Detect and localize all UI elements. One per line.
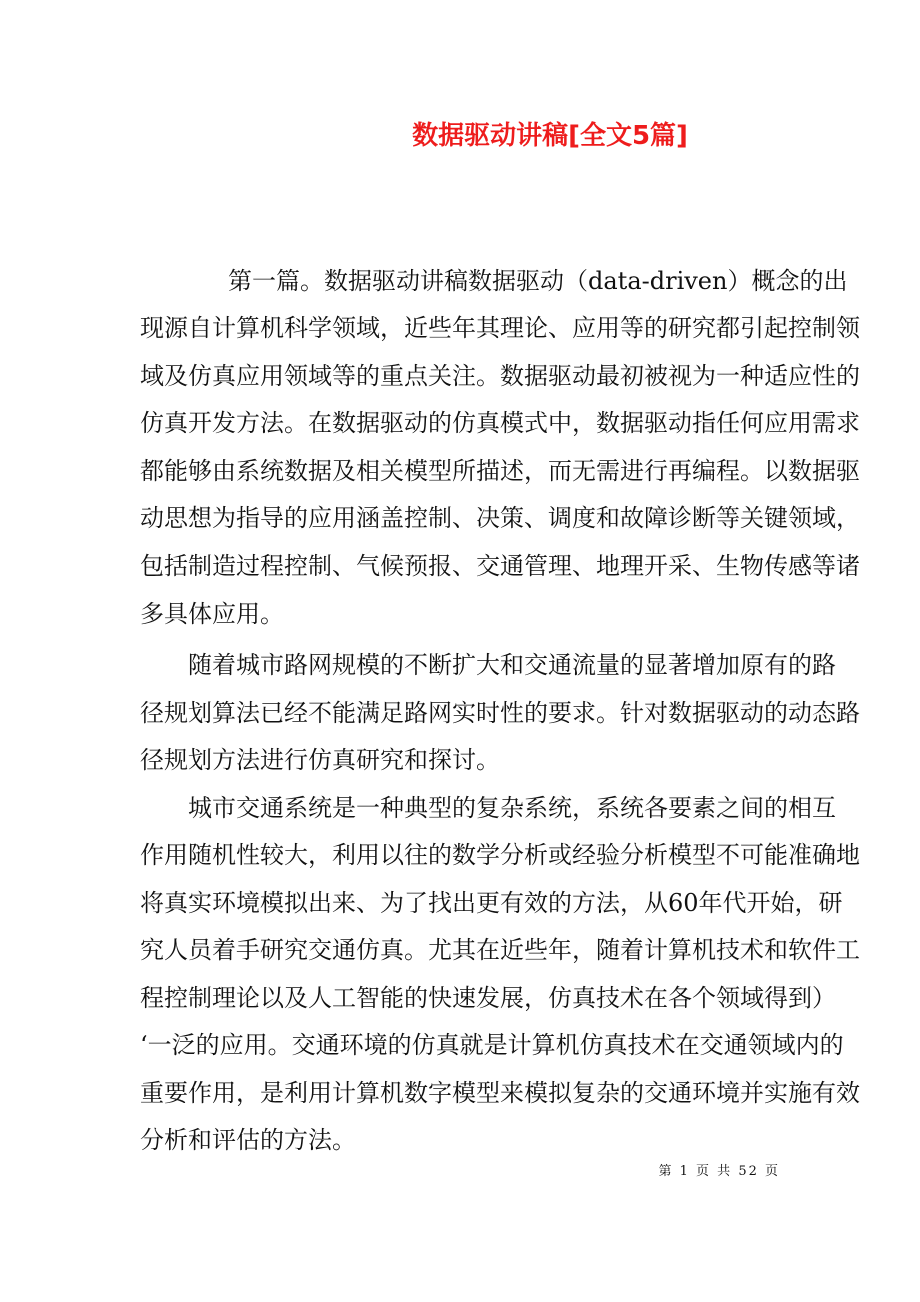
text-line: 城市交通系统是一种典型的复杂系统，系统各要素之间的相互 [188, 794, 836, 822]
text-line: 随着城市路网规模的不断扩大和交通流量的显著增加原有的路 [188, 651, 836, 679]
page-number-footer: 第 1 页 共 52 页 [658, 1164, 780, 1179]
text-line: 作用随机性较大，利用以往的数学分析或经验分析模型不可能准确地 [140, 841, 860, 869]
text-line: 多具体应用。 [140, 600, 284, 628]
text-line: 都能够由系统数据及相关模型所描述，而无需进行再编程。以数据驱 [140, 457, 860, 485]
text-line: 动思想为指导的应用涵盖控制、决策、调度和故障诊断等关键领域， [140, 504, 860, 532]
text-line: 域及仿真应用领域等的重点关注。数据驱动最初被视为一种适应性的 [140, 362, 860, 390]
text-line: 径规划算法已经不能满足路网实时性的要求。针对数据驱动的动态路 [140, 699, 860, 727]
text-line: 径规划方法进行仿真研究和探讨。 [140, 746, 500, 774]
text-line: 将真实环境模拟出来、为了找出更有效的方法，从60年代开始，研 [140, 889, 843, 917]
text-line: 程控制理论以及人工智能的快速发展，仿真技术在各个领域得到） [140, 984, 836, 1012]
text-line: 重要作用，是利用计算机数字模型来模拟复杂的交通环境并实施有效 [140, 1079, 860, 1107]
text-line: 分析和评估的方法。 [140, 1126, 356, 1154]
text-line: 包括制造过程控制、气候预报、交通管理、地理开采、生物传感等诸 [140, 552, 860, 580]
text-line: 现源自计算机科学领域，近些年其理论、应用等的研究都引起控制领 [140, 314, 860, 342]
text-line: 仿真开发方法。在数据驱动的仿真模式中，数据驱动指任何应用需求 [140, 409, 860, 437]
document-title: 数据驱动讲稿[全文5篇] [412, 121, 688, 151]
text-line: 究人员着手研究交通仿真。尤其在近些年，随着计算机技术和软件工 [140, 936, 860, 964]
text-line: ‘一泛的应用。交通环境的仿真就是计算机仿真技术在交通领域内的 [140, 1031, 844, 1059]
text-line: 第一篇。数据驱动讲稿数据驱动（data-driven）概念的出 [228, 267, 848, 295]
